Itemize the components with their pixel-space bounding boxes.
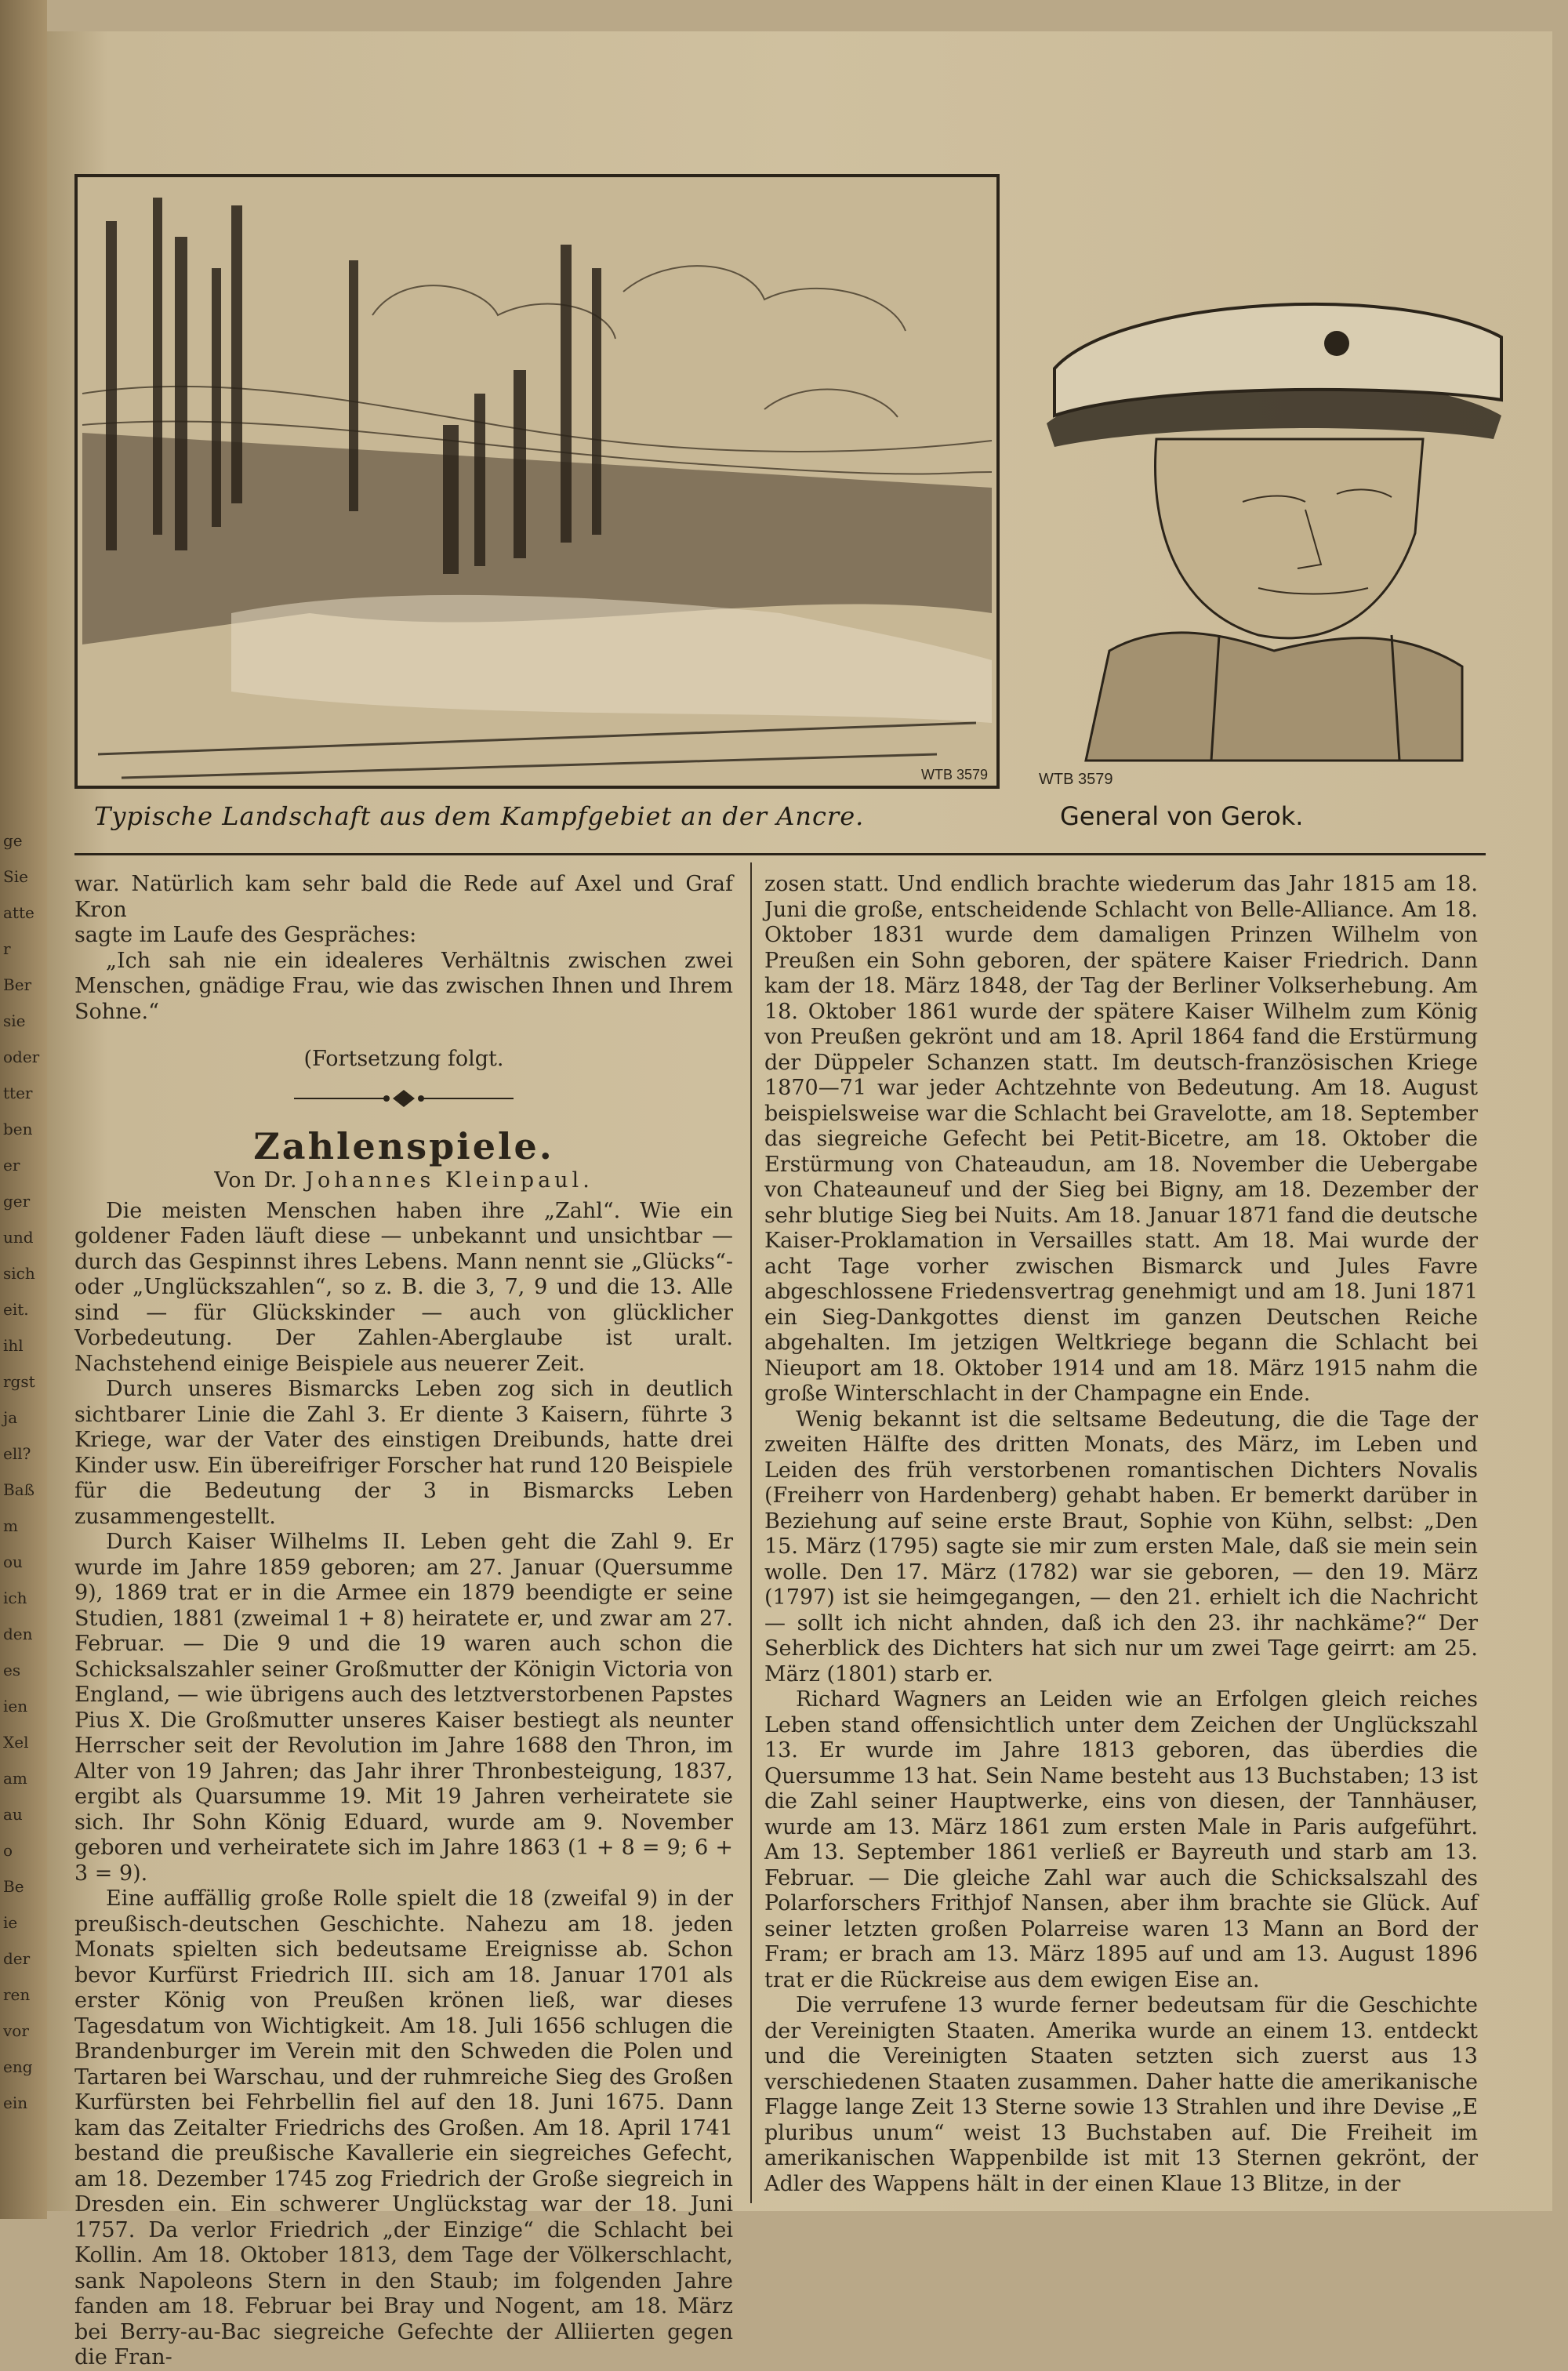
margin-fragment: ihl [3, 1336, 24, 1355]
margin-fragment: Be [3, 1877, 24, 1896]
margin-fragment: r [3, 939, 11, 958]
margin-fragment: oder [3, 1048, 40, 1066]
landscape-caption: Typische Landschaft aus dem Kampfgebiet an der Ancre. [94, 801, 865, 831]
margin-fragment: o [3, 1841, 13, 1860]
article-paragraph: Richard Wagners an Leiden wie an Erfolgen gleich reiches Leben stand offensichtlich unter dem Zeichen der Unglückszahl 13. Er wurde im Jahre 1813 geboren, das überdies die Quersumme 13 hat. Sein Name besteht aus 13 Buchstaben; 13 ist die Zahl seiner Hauptwerke, eins von diesen, der Tannhäuser, wurde am 13. März 1861 zum ersten Male in Paris aufgeführt. Am 13. September 1861 verließ er Bayreuth und starb am 13. Februar. — Die gleiche Zahl war auch die Schicksalszahl des Polarforschers Frithjof Nansen, aber ihm brachte sie Glück. Auf seiner letzten großen Polarreise waren 13 Mann an Bord der Fram; er brach am 13. März 1895 auf und am 13. August 1896 trat er die Rückreise aus dem ewigen Eise an. [764, 1687, 1478, 1992]
margin-fragment: tter [3, 1084, 33, 1102]
margin-fragment: ben [3, 1120, 33, 1138]
margin-fragment: ein [3, 2093, 28, 2112]
margin-fragment: ich [3, 1589, 27, 1607]
margin-fragment: rgst [3, 1372, 35, 1391]
story-line: sagte im Laufe des Gespräches: [74, 923, 417, 947]
margin-fragment: Baß [3, 1480, 34, 1499]
margin-fragment: sie [3, 1011, 26, 1030]
article-paragraph: Die verrufene 13 wurde ferner bedeutsam für die Geschichte der Vereinigten Staaten. Amerika wurde an einem 13. entdeckt und die Vereinigten Staaten setzten sich zuerst aus 13 verschiedenen Staaten zusammen. Daher hatte die amerikanische Flagge lange Zeit 13 Sterne sowie 13 Strahlen und ihre Devise „E pluribus unum“ weist 13 Buchstaben auf. Die Freiheit im amerikanischen Wappenbilde ist mit 13 Sternen gekrönt, der Adler des Wappens hält in der einen Klaue 13 Blitze, in der [764, 1993, 1478, 2196]
story-line: war. Natürlich kam sehr bald die Rede auf Axel und Graf Kron [74, 872, 733, 922]
left-column [74, 872, 733, 2371]
author-name: Johannes Kleinpaul. [305, 1168, 593, 1193]
margin-fragment: m [3, 1516, 18, 1535]
article-paragraph: Wenig bekannt ist die seltsame Bedeutung, die die Tage der zweiten Hälfte des dritten Monats, des März, im Leben und Leiden des früh verstorbenen romantischen Dichters Novalis (Freiherr von Hardenberg) gehabt haben. Er bemerkt darüber in Beziehung auf seine erste Braut, Sophie von Kühn, selbst: „Den 15. März (1795) sagte sie mir zum ersten Male, daß sie mein sein wolle. Den 17. März (1782) war sie geboren, — den 19. März (1797) ist sie heimgegangen, — den 21. erhielt ich die Nachricht — sollt ich nicht ahnden, daß ich den 23. ihr nachkäme?“ Der Seherblick des Dichters hat sich nur um zwei Tage geirrt: am 25. März (1801) starb er. [764, 1407, 1478, 1687]
margin-fragment: ja [3, 1408, 18, 1427]
margin-fragment: eng [3, 2057, 33, 2076]
portrait-illustration [1023, 165, 1525, 808]
margin-fragment: der [3, 1949, 31, 1968]
article-paragraph: zosen statt. Und endlich brachte wiederum das Jahr 1815 am 18. Juni die große, entscheidende Schlacht von Belle-Alliance. Am 18. Oktober 1831 wurde dem damaligen Prinzen Wilhelm von Preußen ein Sohn geboren, der spätere Kaiser Friedrich. Dann kam der 18. März 1848, der Tag der Berliner Volkserhebung. Am 18. Oktober 1861 wurde der spätere Kaiser Wilhelm zum König von Preußen gekrönt und am 18. April 1864 fand die Erstürmung der Düppeler Schanzen statt. Im deutsch-französischen Kriege 1870—71 war jeder Achtzehnte von Bedeutung. Am 18. August beispielsweise war die Schlacht bei Gravelotte, am 18. September das siegreiche Gefecht bei Petit-Bicetre, am 18. Oktober die Erstürmung von Chateaudun, am 18. November die Uebergabe von Chateauneuf und der Sieg bei Bigny, am 18. Dezember der sehr blutige Sieg bei Nuits. Am 18. Januar 1871 fand die deutsche Kaiser-Proklamation in Versailles statt. Am 18. Mai wurde der acht Tage vorher zwischen Bismarck und Jules Favre abgeschlossene Friedensvertrag genehmigt und am 18. Juni 1871 ein Sieg-Dankgottes dienst im ganzen Deutschen Reiche abgehalten. Im jetzigen Weltkriege begann die Schlacht bei Nieuport am 18. Oktober 1914 und am 18. März 1915 nahm die große Winterschlacht in der Champagne ein Ende. [764, 872, 1478, 1406]
margin-fragment: Sie [3, 867, 28, 886]
article-title: Zahlenspiele. [253, 1124, 554, 1167]
margin-fragment: ien [3, 1697, 28, 1716]
section-divider [74, 853, 1486, 855]
article-paragraph: Durch Kaiser Wilhelms II. Leben geht die Zahl 9. Er wurde im Jahre 1859 geboren; am 27. Januar (Quersumme 9), 1869 trat er in die Armee ein 1879 beendigte er seine Studien, 1881 (zweimal 1 + 8) heiratete er, und zwar am 27. Februar. — Die 9 und die 19 waren auch schon die Schicksalszahler seiner Großmutter der Königin Victoria von England, — wie übrigens auch des letztverstorbenen Papstes Pius X. Die Großmutter unseres Kaiser bestiegt als neunter Herrscher seit der Revolution im Jahre 1688 den Thron, im Alter von 19 Jahren; das Jahr ihrer Thronbesteigung, 1837, ergibt als Quarsumme 19. Mit 19 Jahren verheiratete sie sich. Ihr Sohn König Eduard, wurde am 9. November geboren und verheiratete sich im Jahre 1863 (1 + 8 = 9; 6 + 3 = 9). [74, 1530, 733, 1886]
ornament-divider [286, 1088, 521, 1109]
margin-fragment: Xel [3, 1733, 29, 1752]
article-paragraph: Die meisten Menschen haben ihre „Zahl“. Wie ein goldener Faden läuft diese — unbekannt und unsichtbar — durch das Gespinnst ihres Lebens. Mann nennt sie „Glücks“- oder „Unglückszahlen“, so z. B. die 3, 7, 9 und die 13. Alle sind — für Glückskinder — auch von glücklicher Vorbedeutung. Der Zahlen-Aberglaube ist uralt. Nachstehend einige Beispiele aus neuerer Zeit. [74, 1198, 733, 1376]
margin-fragment: ou [3, 1552, 23, 1571]
article-paragraph: Durch unseres Bismarcks Leben zog sich in deutlich sichtbarer Linie die Zahl 3. Er diente 3 Kaisern, führte 3 Kriege, war der Vater des einstigen Dreibunds, hatte drei Kinder usw. Ein übereifriger Forscher hat rund 120 Beispiele für die Bedeutung der 3 in Bismarcks Leben zusammengestellt. [74, 1377, 733, 1529]
margin-fragment: atte [3, 903, 34, 922]
continued-notice: (Fortsetzung folgt. [303, 1047, 504, 1071]
margin-fragment: es [3, 1661, 21, 1679]
right-column [764, 872, 1478, 2197]
landscape-illustration [74, 174, 1000, 815]
margin-fragment: vor [3, 2021, 29, 2040]
margin-fragment: ren [3, 1985, 31, 2004]
story-quote: „Ich sah nie ein idealeres Verhältnis zwischen zwei Menschen, gnädige Frau, wie das zwischen Ihnen und Ihrem Sohne.“ [74, 948, 733, 1024]
author-prefix: Von Dr. [214, 1168, 298, 1193]
margin-fragment: eit. [3, 1300, 29, 1319]
landscape-signature: WTB 3579 [921, 767, 989, 782]
margin-fragment: ie [3, 1913, 18, 1932]
margin-fragment: am [3, 1769, 27, 1788]
margin-fragment: ger [3, 1192, 31, 1211]
margin-fragment: ge [3, 831, 23, 850]
margin-fragment: Ber [3, 975, 32, 994]
margin-fragment: au [3, 1805, 23, 1824]
column-divider [750, 862, 752, 2203]
margin-fragment: und [3, 1228, 34, 1247]
portrait-caption: General von Gerok. [1060, 801, 1304, 831]
portrait-signature: WTB 3579 [1039, 771, 1113, 788]
margin-fragment: den [3, 1625, 33, 1643]
margin-fragment: er [3, 1156, 20, 1175]
article-author [74, 1168, 733, 1194]
margin-fragment: sich [3, 1264, 35, 1283]
margin-fragment: ell? [3, 1444, 31, 1463]
article-paragraph: Eine auffällig große Rolle spielt die 18 (zweifal 9) in der preußisch-deutschen Geschichte. Nahezu am 18. jeden Monats spielten sich bedeutsame Ereignisse ab. Schon bevor Kurfürst Friedrich III. sich am 18. Januar 1701 als erster König von Preußen krönen ließ, war dieses Tagesdatum von Wichtigkeit. Am 18. Juli 1656 schlugen die Brandenburger im Verein mit den Schweden die Polen und Tartaren bei Warschau, und der ruhmreiche Sieg des Großen Kurfürsten bei Fehrbellin fiel auf den 18. Juni 1675. Dann kam das Zeitalter Friedrichs des Großen. Am 18. April 1741 bestand die preußische Kavallerie ein siegreiches Gefecht, am 18. Dezember 1745 zog Friedrich der Große siegreich in Dresden ein. Ein schwerer Unglückstag war der 18. Juni 1757. Da verlor Friedrich „der Einzige“ die Schlacht bei Kollin. Am 18. Oktober 1813, dem Tage der Völkerschlacht, sank Napoleons Stern in den Staub; im folgenden Jahre fanden am 18. Februar bei Bray und Nogent, am 18. März bei Berry-au-Bac siegreiche Gefechte der Alliierten gegen die Fran- [74, 1886, 733, 2369]
